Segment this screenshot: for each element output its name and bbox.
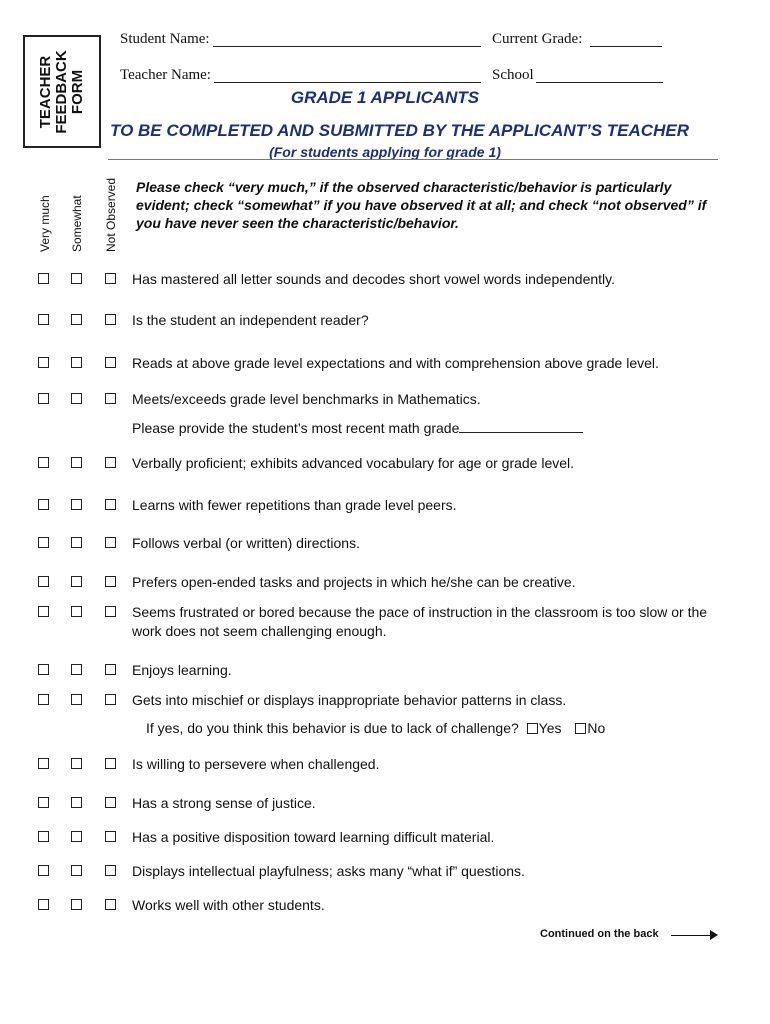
checkbox-somewhat[interactable] xyxy=(71,576,82,587)
checkbox-not-observed[interactable] xyxy=(105,899,116,910)
item-text: Prefers open-ended tasks and projects in which he/she can be creative. xyxy=(132,574,576,590)
checkbox-not-observed[interactable] xyxy=(105,831,116,842)
student-name-label: Student Name: xyxy=(120,31,210,47)
checkbox-not-observed[interactable] xyxy=(105,499,116,510)
checkbox-not-observed[interactable] xyxy=(105,576,116,587)
item-text: Is the student an independent reader? xyxy=(132,312,369,328)
checkbox-somewhat[interactable] xyxy=(71,273,82,284)
divider xyxy=(108,159,718,160)
math-grade-field[interactable] xyxy=(459,420,583,433)
item-text: Follows verbal (or written) directions. xyxy=(132,535,360,551)
item-text: Has a positive disposition toward learning difficult material. xyxy=(132,829,495,845)
checkbox-very-much[interactable] xyxy=(38,797,49,808)
yes-checkbox[interactable] xyxy=(527,723,538,734)
checkbox-not-observed[interactable] xyxy=(105,393,116,404)
instructions: Please check “very much,” if the observed characteristic/behavior is particularly evident; check “somewhat” if you have observed it at all; and check “not observed” if you have never seen the characteristic/behavior. xyxy=(136,179,707,231)
checkbox-somewhat[interactable] xyxy=(71,694,82,705)
column-very-much: Very much xyxy=(38,195,52,252)
checkbox-not-observed[interactable] xyxy=(105,314,116,325)
form-type-title: TEACHER FEEDBACK FORM xyxy=(37,49,86,134)
column-somewhat: Somewhat xyxy=(70,195,84,252)
checkbox-somewhat[interactable] xyxy=(71,797,82,808)
checkbox-very-much[interactable] xyxy=(38,273,49,284)
checkbox-very-much[interactable] xyxy=(38,499,49,510)
teacher-name-label: Teacher Name: xyxy=(120,67,211,83)
teacher-name-field[interactable] xyxy=(214,82,481,83)
item-text: Seems frustrated or bored because the pace of instruction in the classroom is too slow or the work does not seem challenging enough. xyxy=(132,604,708,639)
checkbox-very-much[interactable] xyxy=(38,314,49,325)
behavior-followup-question: If yes, do you think this behavior is due to lack of challenge? xyxy=(146,720,519,736)
checkbox-not-observed[interactable] xyxy=(105,758,116,769)
arrow-head-icon xyxy=(710,930,718,940)
checkbox-somewhat[interactable] xyxy=(71,314,82,325)
checkbox-somewhat[interactable] xyxy=(71,393,82,404)
checkbox-somewhat[interactable] xyxy=(71,831,82,842)
item-text: Enjoys learning. xyxy=(132,662,232,678)
checkbox-very-much[interactable] xyxy=(38,831,49,842)
checkbox-very-much[interactable] xyxy=(38,865,49,876)
school-field[interactable] xyxy=(536,82,663,83)
item-text: Verbally proficient; exhibits advanced vocabulary for age or grade level. xyxy=(132,455,575,471)
checkbox-very-much[interactable] xyxy=(38,576,49,587)
checkbox-somewhat[interactable] xyxy=(71,357,82,368)
math-grade-prompt xyxy=(132,419,722,438)
checkbox-very-much[interactable] xyxy=(38,606,49,617)
item-text: Reads at above grade level expectations and with comprehension above grade level. xyxy=(132,355,659,371)
item-text: Is willing to persevere when challenged. xyxy=(132,756,380,772)
column-not-observed: Not Observed xyxy=(104,177,118,252)
checkbox-very-much[interactable] xyxy=(38,537,49,548)
item-text: Meets/exceeds grade level benchmarks in Mathematics. xyxy=(132,391,481,407)
current-grade-field[interactable] xyxy=(590,46,662,47)
checkbox-not-observed[interactable] xyxy=(105,457,116,468)
checkbox-somewhat[interactable] xyxy=(71,865,82,876)
item-text: Gets into mischief or displays inappropriate behavior patterns in class. xyxy=(132,692,567,708)
checkbox-not-observed[interactable] xyxy=(105,606,116,617)
checkbox-very-much[interactable] xyxy=(38,758,49,769)
checkbox-not-observed[interactable] xyxy=(105,273,116,284)
checkbox-not-observed[interactable] xyxy=(105,694,116,705)
item-text: Has a strong sense of justice. xyxy=(132,795,316,811)
checkbox-not-observed[interactable] xyxy=(105,797,116,808)
item-text: Works well with other students. xyxy=(132,897,325,913)
page-title: GRADE 1 APPLICANTS xyxy=(290,88,480,107)
checkbox-very-much[interactable] xyxy=(38,457,49,468)
item-text: Displays intellectual playfulness; asks many “what if” questions. xyxy=(132,863,525,879)
item-text: Has mastered all letter sounds and decodes short vowel words independently. xyxy=(132,271,616,287)
school-label: School xyxy=(492,67,534,83)
no-label: No xyxy=(587,720,606,736)
no-option[interactable] xyxy=(575,720,605,736)
checkbox-not-observed[interactable] xyxy=(105,664,116,675)
checkbox-somewhat[interactable] xyxy=(71,499,82,510)
checkbox-very-much[interactable] xyxy=(38,899,49,910)
current-grade-label: Current Grade: xyxy=(492,31,583,47)
checkbox-not-observed[interactable] xyxy=(105,865,116,876)
no-checkbox[interactable] xyxy=(575,723,586,734)
arrow-icon xyxy=(671,935,713,936)
checkbox-very-much[interactable] xyxy=(38,357,49,368)
checkbox-somewhat[interactable] xyxy=(71,457,82,468)
checkbox-not-observed[interactable] xyxy=(105,357,116,368)
page-note: (For students applying for grade 1) xyxy=(269,144,501,160)
checkbox-somewhat[interactable] xyxy=(71,758,82,769)
checkbox-very-much[interactable] xyxy=(38,694,49,705)
checkbox-somewhat[interactable] xyxy=(71,606,82,617)
checkbox-somewhat[interactable] xyxy=(71,664,82,675)
math-grade-label: Please provide the student’s most recent math grade xyxy=(132,420,460,436)
behavior-followup xyxy=(146,719,706,738)
student-name-field[interactable] xyxy=(213,46,481,47)
checkbox-very-much[interactable] xyxy=(38,664,49,675)
yes-label: Yes xyxy=(538,720,562,736)
yes-option[interactable] xyxy=(527,720,562,736)
checkbox-not-observed[interactable] xyxy=(105,537,116,548)
checkbox-somewhat[interactable] xyxy=(71,899,82,910)
checkbox-somewhat[interactable] xyxy=(71,537,82,548)
page-subtitle: TO BE COMPLETED AND SUBMITTED BY THE APPLICANT’S TEACHER xyxy=(110,121,689,140)
item-text: Learns with fewer repetitions than grade level peers. xyxy=(132,497,457,513)
checkbox-very-much[interactable] xyxy=(38,393,49,404)
continued-note: Continued on the back xyxy=(540,928,659,940)
